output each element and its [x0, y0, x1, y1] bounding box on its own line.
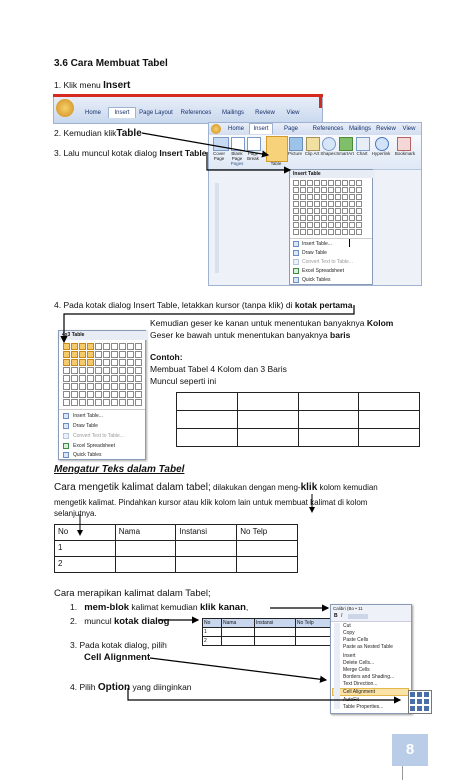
- ctx-insert[interactable]: Insert: [343, 653, 356, 659]
- header-instansi[interactable]: Instansi: [176, 525, 237, 541]
- header-no[interactable]: No: [55, 525, 116, 541]
- menu-convert-text[interactable]: Convert Text to Table...: [73, 433, 124, 439]
- ctx-cut[interactable]: Cut: [343, 623, 351, 629]
- align-step-4-bold: Option: [97, 682, 131, 693]
- explain-line-2-text: Geser ke bawah untuk menentukan banyaknya: [150, 330, 331, 340]
- shapes-label: Shapes: [320, 151, 336, 156]
- ctx-copy[interactable]: Copy: [343, 630, 355, 636]
- section-title: 3.6 Cara Membuat Tabel: [54, 58, 168, 69]
- step-4-word: kotak pertama: [294, 300, 353, 310]
- menu-insert-table[interactable]: Insert Table...: [73, 413, 103, 419]
- menu-convert-text[interactable]: Convert Text to Table...: [302, 259, 353, 265]
- explain-line-1-word: Kolom: [366, 318, 394, 328]
- tab-view[interactable]: View: [402, 126, 416, 132]
- ctx-delete-cells[interactable]: Delete Cells...: [343, 660, 375, 666]
- group-label: Pages: [230, 161, 244, 166]
- explain-line-1-text: Kemudian geser ke kanan untuk menentukan banyaknya: [150, 318, 367, 328]
- arrow-to-dropdown: [207, 152, 290, 170]
- tab-home[interactable]: Home: [84, 110, 101, 116]
- tab-home[interactable]: Home: [227, 126, 244, 132]
- align-step-2-num: 2.: [70, 616, 78, 626]
- para-bold: klik: [300, 482, 318, 493]
- contoh-line-1: Membuat Tabel 4 Kolom dan 3 Baris: [150, 364, 287, 374]
- smartart-label: SmartArt: [336, 151, 354, 156]
- align-step-3-bold: Cell Alignment: [84, 652, 151, 663]
- align-step-4-suffix: yang diinginkan: [130, 682, 192, 692]
- align-step-1-mid: kalimat kemudian: [129, 602, 200, 612]
- table-label: Table: [270, 161, 282, 166]
- tab-review[interactable]: Review: [376, 126, 396, 132]
- align-title: Cara merapikan kalimat dalam Tabel;: [54, 588, 211, 599]
- arrow-to-table: [142, 133, 268, 155]
- step-3-text: 3. Lalu muncul kotak dialog: [54, 148, 160, 158]
- align-step-1-num: 1.: [70, 602, 78, 612]
- font-selector[interactable]: Calibri (Bo • 11: [333, 606, 363, 611]
- ctx-text-direction[interactable]: Text Direction...: [343, 681, 378, 687]
- ctx-autofit[interactable]: AutoFit: [343, 697, 359, 703]
- arrow-step-3: [150, 658, 326, 680]
- bookmark-label: Bookmark: [394, 151, 416, 156]
- step-2-text: 2. Kemudian klik: [54, 128, 117, 138]
- align-step-1-bold: mem-blok: [84, 602, 130, 613]
- align-step-1-end: ,: [245, 602, 249, 612]
- contoh-line-2: Muncul seperti ini: [150, 376, 217, 386]
- contoh-label: Contoh:: [150, 352, 183, 362]
- menu-draw-table[interactable]: Draw Table: [302, 250, 327, 256]
- italic-icon[interactable]: I: [341, 613, 343, 619]
- page-break-label: Page Break: [247, 151, 259, 161]
- step-3-word: Insert Table: [159, 148, 207, 158]
- ctx-borders-shading[interactable]: Borders and Shading...: [343, 674, 395, 680]
- tab-references[interactable]: References: [180, 110, 212, 116]
- menu-quick-tables[interactable]: Quick Tables: [302, 277, 331, 283]
- blank-page-label: Blank Page: [231, 151, 243, 161]
- cell[interactable]: 1: [55, 541, 116, 557]
- ctx-paste-cells[interactable]: Paste Cells: [343, 637, 369, 643]
- tab-mailings[interactable]: Mailings: [348, 126, 371, 132]
- mini-header-no: No: [203, 619, 222, 628]
- cell[interactable]: 2: [55, 557, 116, 573]
- explain-line-2-word: baris: [330, 330, 351, 340]
- tab-mailings[interactable]: Mailings: [221, 110, 244, 116]
- tab-references[interactable]: References: [312, 126, 344, 132]
- cover-page-label: Cover Page: [212, 151, 225, 161]
- bold-icon[interactable]: B: [334, 613, 338, 619]
- menu-excel-spreadsheet[interactable]: Excel Spreadsheet: [302, 268, 344, 274]
- dropdown-title: Insert Table: [290, 170, 375, 178]
- menu-insert-table[interactable]: Insert Table...: [302, 241, 332, 247]
- para-small-2: kolom kemudian: [317, 483, 378, 492]
- ctx-merge-cells[interactable]: Merge Cells: [343, 667, 370, 673]
- cell: 1: [203, 628, 222, 637]
- arrow-step-4: [128, 688, 400, 700]
- tab-page-layout[interactable]: Page Layout: [139, 110, 173, 116]
- para-small-1: dilakukan dengan meng-: [210, 483, 301, 492]
- mini-header-nama: Nama: [221, 619, 254, 628]
- paragraph-line-3: selanjutnya.: [54, 509, 97, 518]
- tab-page-layout[interactable]: Page: [283, 126, 298, 132]
- step-2-word: Table: [116, 128, 142, 139]
- align-step-2-bold: kotak dialog: [113, 616, 170, 627]
- tab-insert[interactable]: Insert: [249, 123, 273, 134]
- para-big: Cara mengetik kalimat dalam tabel;: [54, 482, 211, 493]
- menu-quick-tables[interactable]: Quick Tables: [73, 452, 102, 458]
- ctx-cell-alignment[interactable]: Cell Alignment: [343, 689, 375, 695]
- dialog-title: 4x3 Table: [59, 331, 148, 340]
- align-step-3: 3. Pada kotak dialog, pilih: [70, 640, 167, 650]
- chart-label: Chart: [356, 151, 368, 156]
- mini-header-instansi: Instansi: [254, 619, 295, 628]
- step-1-word: Insert: [103, 80, 131, 91]
- header-nama[interactable]: Nama: [115, 525, 176, 541]
- page-number: 8: [405, 741, 415, 758]
- tab-insert[interactable]: Insert: [108, 107, 136, 118]
- align-step-4-text: 4. Pilih: [70, 682, 98, 692]
- menu-excel-spreadsheet[interactable]: Excel Spreadsheet: [73, 443, 115, 449]
- menu-draw-table[interactable]: Draw Table: [73, 423, 98, 429]
- hyperlink-label: Hyperlink: [371, 151, 391, 156]
- align-step-1-bold2: klik kanan: [199, 602, 246, 613]
- mini-header-no-telp: No Telp: [295, 619, 335, 628]
- tab-review[interactable]: Review: [255, 110, 275, 116]
- cell: 2: [203, 637, 222, 646]
- step-4-text: 4. Pada kotak dialog Insert Table, letakkan kursor (tanpa klik) di: [54, 300, 295, 310]
- picture-label: Picture: [287, 151, 302, 156]
- arrow-to-first-box: [64, 305, 354, 342]
- paragraph-line-2: mengetik kalimat. Pindahkan kursor atau klik kolom lain untuk membuat kalimat di kolom: [54, 498, 368, 507]
- step-1-text: 1. Klik menu: [54, 80, 104, 90]
- clip-art-label: Clip Art: [304, 151, 320, 156]
- tab-view[interactable]: View: [286, 110, 300, 116]
- align-step-2-text: muncul: [84, 616, 114, 626]
- heading-mengatur-teks: Mengatur Teks dalam Tabel: [54, 464, 185, 475]
- ctx-paste-nested[interactable]: Paste as Nested Table: [343, 644, 393, 650]
- header-no-telp[interactable]: No Telp: [237, 525, 298, 541]
- ctx-table-properties[interactable]: Table Properties...: [343, 704, 384, 710]
